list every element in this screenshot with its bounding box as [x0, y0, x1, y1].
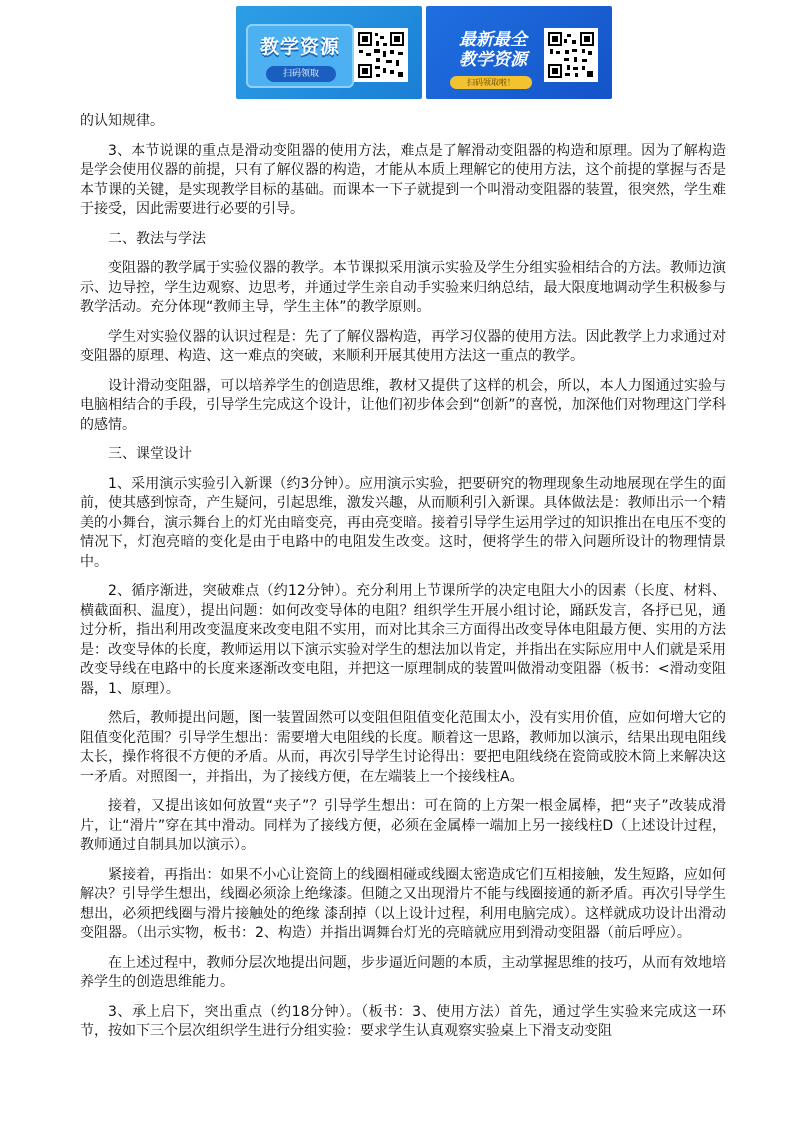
promo-banner[interactable]: [236, 6, 612, 99]
paragraph: 的认知规律。: [80, 113, 164, 129]
paragraph: 设计滑动变阻器，可以培养学生的创造思维，教材又提供了这样的机会，所以，本人力图通过实验与电脑相结合的手段，引导学生完成这个设计，让他们初步体会到“创新”的喜悦，加深他们对物理这门学科的感情。: [80, 377, 726, 433]
paragraph: 在上述过程中，教师分层次地提出问题，步步逼近问题的本质，主动掌握思维的技巧，从而有效地培养学生的创造思维能力。: [80, 954, 726, 990]
paragraph: 紧接着，再指出：如果不小心让瓷筒上的线圈相碰或线圈太密造成它们互相接触，发生短路，应如何解决？引导学生想出，线圈必须涂上绝缘漆。但随之又出现滑片不能与线圈接通的新矛盾。再次引导学生想出，必须把线圈与滑片接触处的绝缘 漆刮掉（以上设计过程，利用电脑完成）。这样就成功设计出滑动变阻器。（出示实物，板书：2、构造）并指出调舞台灯光的亮暗就应用到滑动变阻器（前后呼应）。: [80, 866, 726, 941]
ad-right-button[interactable]: 扫码领取啦！: [450, 76, 532, 89]
section-heading: 二、教法与学法: [108, 230, 206, 247]
ad-left-button[interactable]: 扫码领取: [266, 66, 336, 82]
paragraph: 接着，又提出该如何放置“夹子”？引导学生想出：可在筒的上方架一根金属棒，把“夹子”改装成滑片，让“滑片”穿在其中滑动。同样为了接线方便，必须在金属棒一端加上另一接线柱D（上述设计过程，教师通过自制具加以演示）。: [80, 798, 726, 853]
paragraph: 2、循序渐进，突破难点（约12分钟）。充分利用上节课所学的决定电阻大小的因素（长度、材料、横截面积、温度），提出问题：如何改变导体的电阻？组织学生开展小组讨论，踊跃发言，各抒已见，通过分析，指出利用改变温度来改变电阻不实用，而对比其余三方面得出改变导体电阻最方便、实用的方法是：改变导体的长度，教师运用以下演示实验对学生的想法加以肯定，并指出在实际应用中人们就是采用改变导线在电路中的长度来逐渐改变电阻，并把这一原理制成的装置叫做滑动变阻器（板书：<滑动变阻器，1、原理）。: [80, 583, 726, 697]
section-heading: 三、课堂设计: [108, 446, 192, 462]
ad-right-title: [438, 30, 548, 70]
paragraph: 学生对实验仪器的认识过程是：先了了解仪器构造，再学习仪器的使用方法。因此教学上力求通过对变阻器的原理、构造、这一难点的突破，来顺利开展其使用方法这一重点的教学。: [80, 328, 726, 364]
document-body: [80, 112, 726, 1052]
paragraph: 3、承上启下，突出重点（约18分钟）。（板书：3、使用方法）首先，通过学生实验来完成这一环节，按如下三个层次组织学生进行分组实验：要求学生认真观察实验桌上下滑支动变阻: [80, 1003, 726, 1039]
qr-code-icon: [544, 28, 598, 82]
ad-right-title-line2: 教学资源: [459, 50, 527, 70]
paragraph: 然后，教师提出问题，图一装置固然可以变阻但阻值变化范围太小，没有实用价值，应如何增大它的阻值变化范围？引导学生想出：需要增大电阻线的长度。顺着这一思路，教师加以演示，结果出现电阻线太长，操作将很不方便的矛盾。从而，再次引导学生讨论得出：要把电阻线绕在瓷筒或胶木筒上来解决这一矛盾。对照图一，并指出，为了接线方便，在左端装上一个接线柱A。: [80, 710, 726, 785]
qr-code-icon: [354, 28, 408, 82]
promo-ad-left[interactable]: [236, 6, 422, 99]
paragraph: 1、采用演示实验引入新课（约3分钟）。应用演示实验，把要研究的物理现象生动地展现在学生的面前，使其感到惊奇，产生疑问，引起思维，激发兴趣，从而顺利引入新课。具体做法是：教师出示一个精美的小舞台，演示舞台上的灯光由暗变亮，再由亮变暗。接着引导学生运用学过的知识推出在电压不变的情况下，灯泡亮暗的变化是由于电路中的电阻发生改变。这时，便将学生的带入问题所设计的物理情景中。: [80, 475, 726, 570]
promo-ad-right[interactable]: [426, 6, 612, 99]
ad-left-title: 教学资源: [259, 36, 340, 58]
ad-right-title-line1: 最新最全: [459, 30, 527, 50]
paragraph: 变阻器的教学属于实验仪器的教学。本节课拟采用演示实验及学生分组实验相结合的方法。教师边演示、边导控，学生边观察、边思考，并通过学生亲自动手实验来归纳总结，最大限度地调动学生积极参与教学活动。充分体现“教师主导，学生主体”的教学原则。: [80, 260, 726, 315]
paragraph: 3、本节说课的重点是滑动变阻器的使用方法，难点是了解滑动变阻器的构造和原理。因为了解构造是学会使用仪器的前提，只有了解仪器的构造，才能从本质上理解它的使用方法，这个前提的掌握与否是本节课的关键，是实现教学目标的基础。而课本一下子就提到一个叫滑动变阻器的装置，很突然，学生难于接受，因此需要进行必要的引导。: [80, 142, 726, 217]
